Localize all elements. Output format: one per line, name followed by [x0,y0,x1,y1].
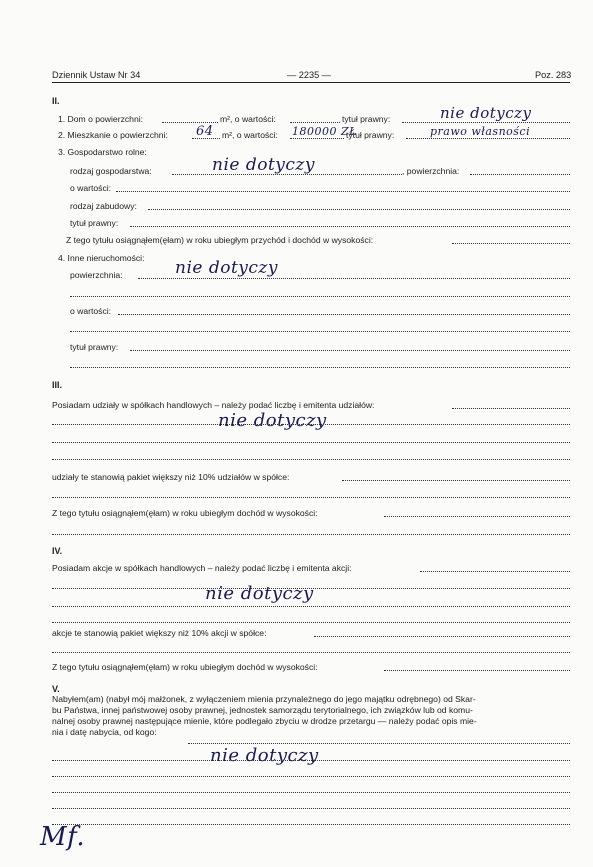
other-value-field-2[interactable] [70,331,570,332]
acquired-handwriting: nie dotyczy [210,745,319,766]
flat-area-handwriting: 64 [196,124,214,139]
house-value-label: m², o wartości: [220,114,276,124]
stocks-income-label: Z tego tytułu osiągnąłem(ęłam) w roku ubiegłym dochód w wysokości: [52,662,318,672]
other-value-label: o wartości: [70,306,112,316]
section-3-heading: III. [52,380,63,390]
acquired-line-1: Nabyłem(am) (nabył mój małżonek, z wyłączeniem mienia przynależnego do jego majątku odrębnego) od Skar- [52,694,476,704]
initials-signature: Mf. [40,822,86,852]
flat-title-field[interactable] [406,138,570,139]
shares-10pct-field[interactable] [342,480,570,481]
house-area-field[interactable] [162,122,218,123]
stocks-10pct-field-2[interactable] [52,652,570,653]
flat-area-label: 2. Mieszkanie o powierzchni: [58,130,168,140]
flat-value-label: m², o wartości: [222,130,278,140]
house-value-field[interactable] [290,122,340,123]
farm-label: 3. Gospodarstwo rolne: [58,147,147,157]
other-value-field[interactable] [118,314,570,315]
header-rule [52,82,570,83]
acquired-field-4[interactable] [52,792,570,793]
section-4-heading: IV. [52,546,63,556]
shares-income-field[interactable] [384,516,570,517]
stocks-10pct-label: akcje te stanowią pakiet większy niż 10% akcji w spółce: [52,628,267,638]
section-2-heading: II. [52,96,60,106]
farm-area-label: , powierzchnia: [402,166,460,176]
acquired-line-2: bu Państwa, innej państwowej osoby prawnej, jednostek samorządu terytorialnego, ich związków lub od komu- [52,705,473,715]
shares-handwriting: nie dotyczy [218,410,327,431]
house-title-handwriting: nie dotyczy [440,104,532,122]
shares-10pct-label: udziały te stanowią pakiet większy niż 10% udziałów w spółce: [52,472,290,482]
farm-buildings-field[interactable] [148,209,570,210]
other-property-label: 4. Inne nieruchomości: [58,253,145,263]
page-number: — 2235 — [287,70,331,80]
shares-label: Posiadam udziały w spółkach handlowych – należy podać liczbę i emitenta udziałów: [52,400,375,410]
shares-income-label: Z tego tytułu osiągnąłem(ęłam) w roku ubiegłym dochód w wysokości: [52,508,318,518]
shares-income-field-2[interactable] [52,534,570,535]
other-title-field[interactable] [130,350,570,351]
acquired-field-5[interactable] [52,808,570,809]
farm-income-label: Z tego tytułu osiągnąłem(ęłam) w roku ubiegłym przychód i dochód w wysokości: [66,235,374,245]
position-number: Poz. 283 [535,70,572,80]
farm-type-label: rodzaj gospodarstwa: [70,166,152,176]
acquired-field-2[interactable] [52,760,570,761]
house-title-field[interactable] [402,122,570,123]
flat-title-handwriting: prawo własności [430,125,531,138]
stocks-field-3[interactable] [52,606,570,607]
acquired-line-3: nalnej osoby prawnej następujące mienie, które podlegało zbyciu w drodze przetargu — należy podać opis mie- [52,716,477,726]
other-area-field[interactable] [138,278,570,279]
other-property-handwriting: nie dotyczy [175,258,278,278]
section-5-heading: V. [52,684,60,694]
farm-title-label: tytuł prawny: [70,218,119,228]
other-title-label: tytuł prawny: [70,342,119,352]
farm-title-field[interactable] [130,226,570,227]
farm-income-field[interactable] [452,243,570,244]
other-area-field-2[interactable] [70,296,570,297]
farm-type-handwriting: nie dotyczy [212,155,315,175]
acquired-field[interactable] [188,743,570,744]
shares-field-2[interactable] [52,424,570,425]
stocks-income-field[interactable] [384,670,570,671]
farm-buildings-label: rodzaj zabudowy: [70,201,137,211]
house-title-label: tytuł prawny: [342,114,391,124]
farm-value-field[interactable] [116,191,570,192]
other-title-field-2[interactable] [70,367,570,368]
shares-10pct-field-2[interactable] [52,497,570,498]
acquired-line-4: nia i datę nabycia, od kogo: [52,727,157,737]
farm-value-label: o wartości: [70,183,112,193]
acquired-field-6[interactable] [52,824,570,825]
stocks-field[interactable] [420,571,570,572]
house-area-label: 1. Dom o powierzchni: [58,114,144,124]
stocks-field-4[interactable] [52,622,570,623]
acquired-property-paragraph [52,694,570,738]
farm-area-field[interactable] [470,174,570,175]
shares-field[interactable] [452,408,570,409]
acquired-field-3[interactable] [52,776,570,777]
flat-value-handwriting: 180000 ZŁ [292,125,357,138]
flat-title-label: tytuł prawny: [346,130,395,140]
shares-field-4[interactable] [52,459,570,460]
stocks-10pct-field[interactable] [314,636,570,637]
stocks-label: Posiadam akcje w spółkach handlowych – należy podać liczbę i emitenta akcji: [52,563,352,573]
other-area-label: powierzchnia: [70,270,123,280]
flat-value-field[interactable] [290,138,344,139]
stocks-handwriting: nie dotyczy [205,583,314,604]
shares-field-3[interactable] [52,442,570,443]
journal-name: Dziennik Ustaw Nr 34 [52,70,141,80]
